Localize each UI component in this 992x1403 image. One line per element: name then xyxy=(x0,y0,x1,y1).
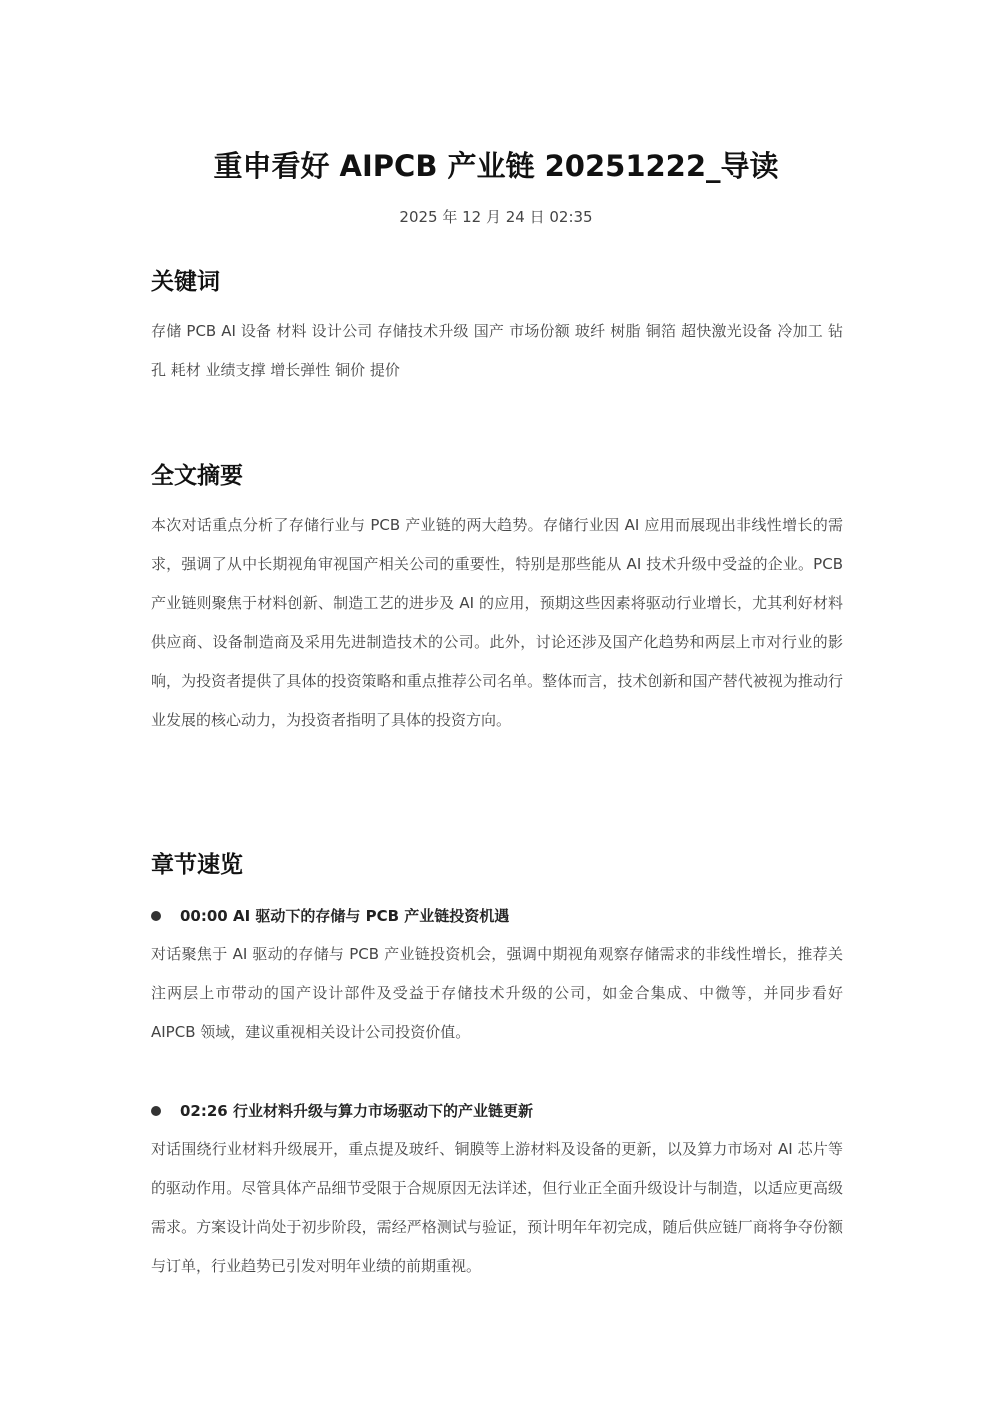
bullet-icon xyxy=(151,1106,161,1116)
chapter-item-1-title-text: 00:00 AI 驱动下的存储与 PCB 产业链投资机遇 xyxy=(180,907,510,925)
bullet-icon xyxy=(151,911,161,921)
chapter-item-2-text: 对话围绕行业材料升级展开，重点提及玻纤、铜膜等上游材料及设备的更新，以及算力市场对 AI 芯片等的驱动作用。尽管具体产品细节受限于合规原因无法详述，但行业正全面升级设计与制造，以适应更高级需求。方案设计尚处于初步阶段，需经严格测试与验证，预计明年年初完成，随后供应链厂商将争夺份额与订单，行业趋势已引发对明年业绩的前期重视。 xyxy=(151,1140,843,1275)
document-title: 重申看好 AIPCB 产业链 20251222_导读 xyxy=(213,149,779,183)
document-date: 2025 年 12 月 24 日 02:35 xyxy=(399,208,593,226)
keywords-text: 存储 PCB AI 设备 材料 设计公司 存储技术升级 国产 市场份额 玻纤 树脂 铜箔 超快激光设备 冷加工 钻孔 耗材 业绩支撑 增长弹性 铜价 提价 xyxy=(151,322,843,379)
chapter-item-2-title-text: 02:26 行业材料升级与算力市场驱动下的产业链更新 xyxy=(180,1102,533,1120)
chapters-heading: 章节速览 xyxy=(151,852,243,878)
chapter-item-1-text: 对话聚焦于 AI 驱动的存储与 PCB 产业链投资机会，强调中期视角观察存储需求的非线性增长，推荐关注两层上市带动的国产设计部件及受益于存储技术升级的公司，如金合集成、中微等，并同步看好 AIPCB 领域，建议重视相关设计公司投资价值。 xyxy=(151,945,843,1041)
keywords-heading: 关键词 xyxy=(151,269,220,295)
summary-text: 本次对话重点分析了存储行业与 PCB 产业链的两大趋势。存储行业因 AI 应用而展现出非线性增长的需求，强调了从中长期视角审视国产相关公司的重要性，特别是那些能从 AI 技术升级中受益的企业。PCB 产业链则聚焦于材料创新、制造工艺的进步及 AI 的应用，预期这些因素将驱动行业增长，尤其利好材料供应商、设备制造商及采用先进制造技术的公司。此外，讨论还涉及国产化趋势和两层上市对行业的影响，为投资者提供了具体的投资策略和重点推荐公司名单。整体而言，技术创新和国产替代被视为推动行业发展的核心动力，为投资者指明了具体的投资方向。 xyxy=(151,516,843,729)
summary-heading: 全文摘要 xyxy=(151,463,243,489)
